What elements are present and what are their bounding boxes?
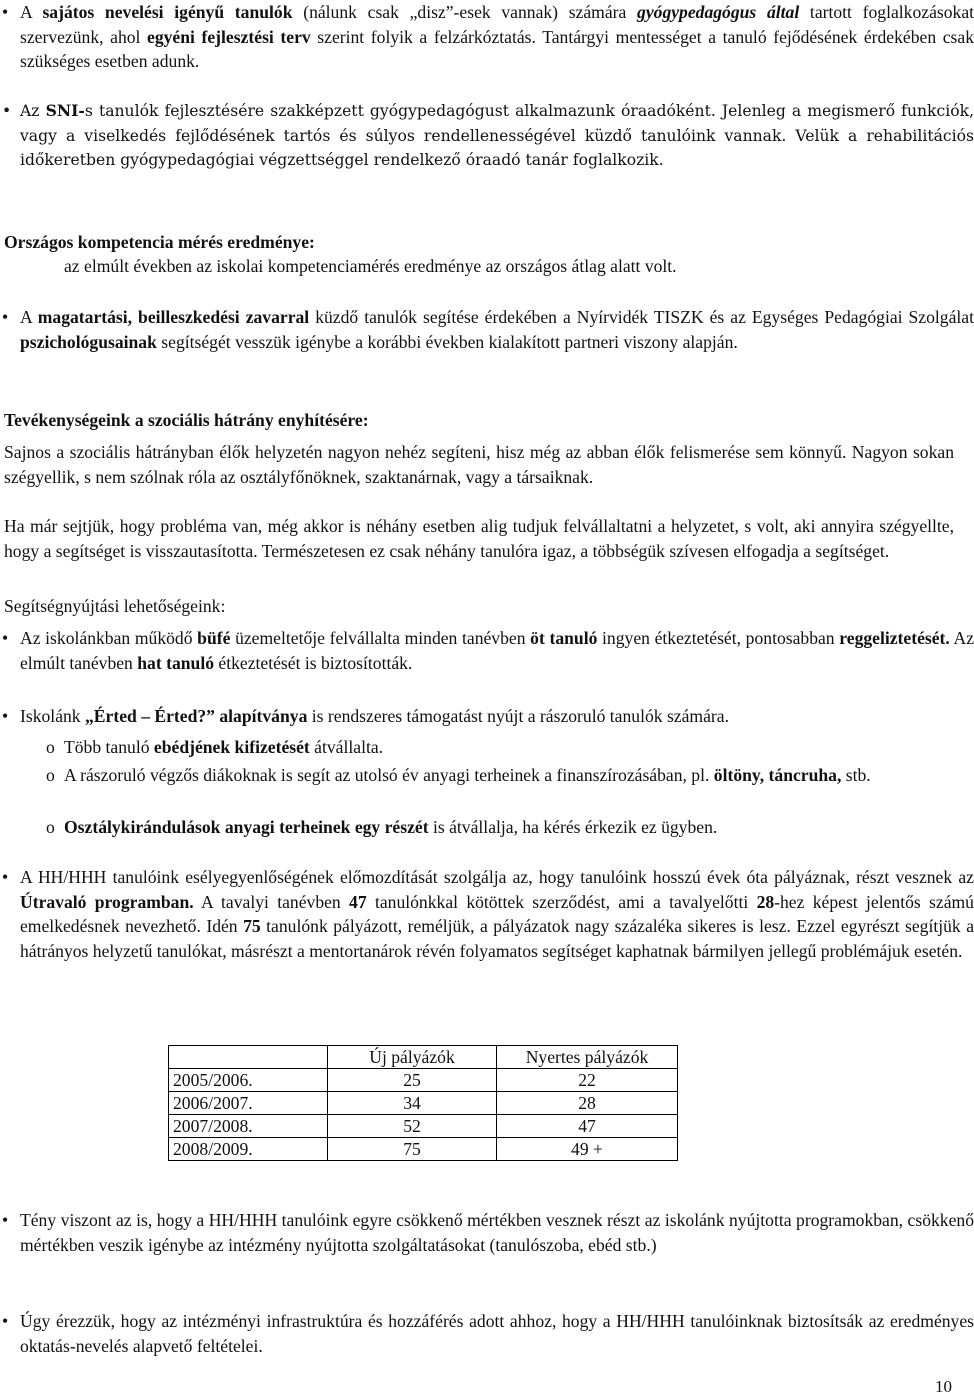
table-cell: 25 xyxy=(328,1069,497,1092)
table-header-cell: Nyertes pályázók xyxy=(497,1046,678,1069)
behavior-paragraph: • A magatartási, beilleszkedési zavarral küzdő tanulók segítése érdekében a Nyírvidék TISZK és az Egységes Pedagógiai Szolgálat pszichológusainak segítségét vesszük igénybe a korábbi években kialakított partneri viszony alapján. xyxy=(0,305,974,354)
social-paragraph-2: Ha már sejtjük, hogy probléma van, még akkor is néhány esetben alig tudjuk felvállaltatni a helyzetet, s volt, aki annyira szégyellte, hogy a segítséget is visszautasította. Természetesen ez csak néhány tanulóra igaz, a többségük szívesen elfogadja a segítséget. xyxy=(4,516,954,561)
competence-heading: Országos kompetencia mérés eredménye: xyxy=(4,232,315,252)
applicants-table xyxy=(168,1045,678,1161)
foundation-subitem-3: o Osztálykirándulások anyagi terheinek egy részét is átvállalja, ha kérés érkezik ez ügyben. xyxy=(46,817,718,837)
social-paragraph-1: Sajnos a szociális hátrányban élők helyzetén nagyon nehéz segíteni, hisz még az abban élők felismerése sem könnyű. Nagyon sokan szégyellik, s nem szólnak róla az osztályfőnöknek, szaktanárnak, vagy a társaiknak. xyxy=(4,442,954,487)
table-cell: 2005/2006. xyxy=(169,1069,328,1092)
table-cell: 2006/2007. xyxy=(169,1092,328,1115)
sni-paragraph: • Az SNI-s tanulók fejlesztésére szakképzett gyógypedagógust alkalmazunk óraadóként. Jelenleg a megismerő funkciók, vagy a viselkedés fejlődésének tartós és súlyos rendellenességével küzdő tanulóink vannak. Velük a rehabilitációs időkeretben gyógypedagógiai végzettséggel rendelkező óraadó tanár foglalkozik. xyxy=(0,99,974,173)
table-header-cell: Új pályázók xyxy=(328,1046,497,1069)
table-cell: 75 xyxy=(328,1138,497,1161)
table-row xyxy=(169,1069,678,1092)
table-header-cell xyxy=(169,1046,328,1069)
buffet-paragraph: • Az iskolánkban működő büfé üzemeltetője felvállalta minden tanévben öt tanuló ingyen étkeztetését, pontosabban reggeliztetését. Az elmúlt tanévben hat tanuló étkeztetését is biztosították. xyxy=(0,626,974,675)
table-cell: 28 xyxy=(497,1092,678,1115)
table-cell: 52 xyxy=(328,1115,497,1138)
table-row xyxy=(169,1138,678,1161)
foundation-subitem-1: o Több tanuló ebédjének kifizetését átvállalta. xyxy=(46,737,384,757)
table-header-row xyxy=(169,1046,678,1069)
table-cell: 2008/2009. xyxy=(169,1138,328,1161)
table-cell: 34 xyxy=(328,1092,497,1115)
table-row xyxy=(169,1115,678,1138)
table-cell: 47 xyxy=(497,1115,678,1138)
hh-paragraph: • A HH/HHH tanulóink esélyegyenlőségének előmozdítását szolgálja az, hogy tanulóink hosszú évek óta pályáznak, részt vesznek az Útravaló programban. A tavalyi tanévben 47 tanulónkkal kötöttek szerződést, ami a tavalyelőtti 28-hez képest jelentős számú emelkedésnek nevezhető. Idén 75 tanulónk pályázott, reméljük, a pályázatok nagy százaléka sikeres is lesz. Ezzel egyrészt segítjük a hátrányos helyzetű tanulókat, másrészt a mentortanárok révén folyamatos segítséget kaphatnak bármilyen jellegű problémájuk esetén. xyxy=(0,865,974,963)
table-cell: 49 + xyxy=(497,1138,678,1161)
sni-intro-paragraph: • A sajátos nevelési igényű tanulók (nálunk csak „disz”-esek vannak) számára gyógypedagógus által tartott foglalkozásokat szervezünk, ahol egyéni fejlesztési terv szerint folyik a felzárkóztatás. Tantárgyi mentességet a tanuló fejődésének érdekében csak szükséges esetben adunk. xyxy=(0,0,974,74)
social-heading: Tevékenységeink a szociális hátrány enyhítésére: xyxy=(4,410,369,430)
table-cell: 22 xyxy=(497,1069,678,1092)
fact-paragraph: • Tény viszont az is, hogy a HH/HHH tanulóink egyre csökkenő mértékben vesznek részt az iskolánk nyújtotta programokban, csökkenő mértékben veszik igénybe az intézmény nyújtotta szolgáltatásokat (tanulószoba, ebéd stb.) xyxy=(0,1208,974,1257)
feel-paragraph: • Úgy érezzük, hogy az intézményi infrastruktúra és hozzáférés adott ahhoz, hogy a HH/HHH tanulóinknak biztosítsák az eredményes oktatás-nevelés alapvető feltételei. xyxy=(0,1309,974,1358)
foundation-subitem-2: o A rászoruló végzős diákoknak is segít az utolsó év anyagi terheinek a finanszírozásában, pl. öltöny, táncruha, stb. xyxy=(46,765,871,785)
foundation-paragraph: • Iskolánk „Érted – Érted?” alapítványa is rendszeres támogatást nyújt a rászoruló tanulók számára. xyxy=(0,704,974,729)
table-cell: 2007/2008. xyxy=(169,1115,328,1138)
page-number: 10 xyxy=(935,1377,952,1396)
table-row xyxy=(169,1092,678,1115)
competence-text: az elmúlt években az iskolai kompetenciamérés eredménye az országos átlag alatt volt. xyxy=(64,256,677,276)
social-paragraph-3: Segítségnyújtási lehetőségeink: xyxy=(4,596,226,616)
